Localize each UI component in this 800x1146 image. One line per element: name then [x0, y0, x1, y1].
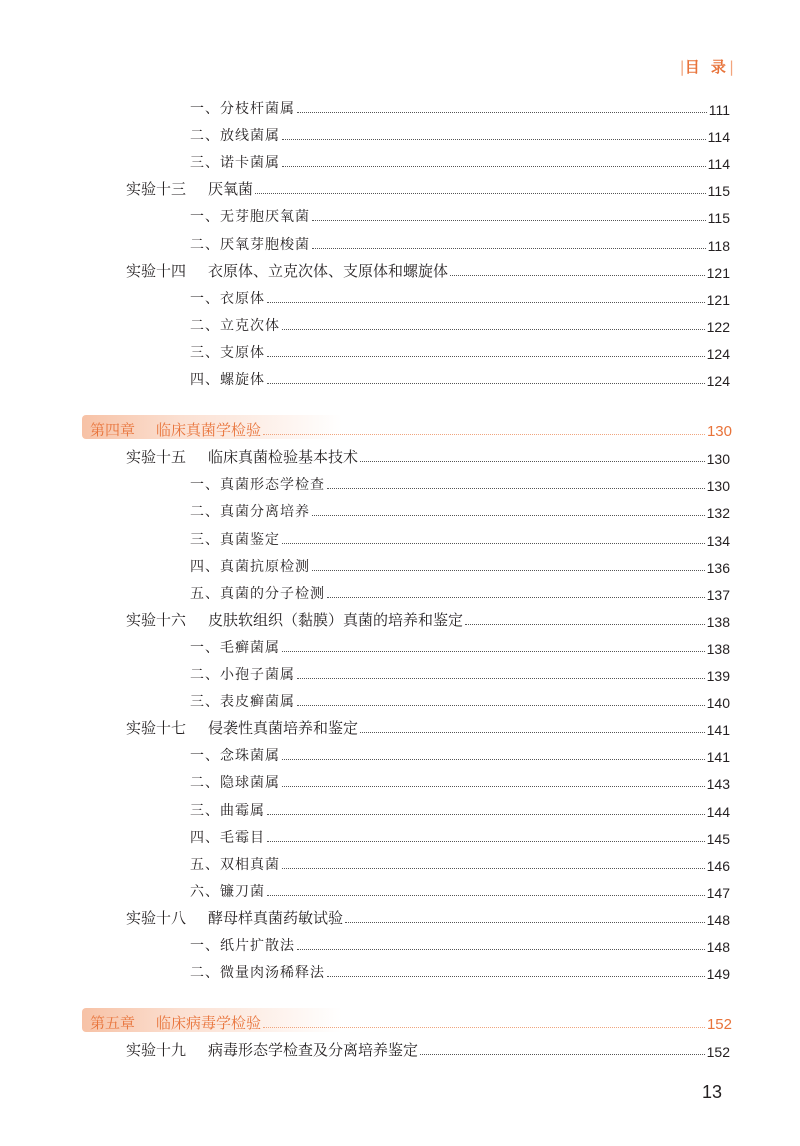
dot-leader: [282, 758, 705, 760]
entry-number: 二、: [190, 504, 220, 521]
toc-sub-entry[interactable]: [0, 956, 730, 982]
entry-number: 三、: [190, 344, 220, 361]
toc-experiment-entry[interactable]: [0, 255, 730, 281]
entry-title: 毛霉目: [220, 829, 265, 846]
toc-sub-entry[interactable]: [0, 929, 730, 955]
entry-title: 小孢子菌属: [220, 667, 295, 683]
entry-page-number: 132: [706, 505, 730, 522]
entry-number: 一、: [190, 639, 220, 656]
entry-title: 酵母样真菌药敏试验: [208, 908, 344, 927]
toc-sub-entry[interactable]: [0, 523, 730, 549]
toc-sub-entry[interactable]: [0, 200, 730, 226]
dot-leader: [267, 840, 705, 842]
entry-title: 真菌分离培养: [220, 504, 310, 521]
entry-title: 念珠菌属: [220, 748, 280, 765]
entry-title: 曲霉属: [220, 802, 265, 819]
entry-number: 四、: [190, 558, 220, 575]
entry-number: 四、: [190, 829, 220, 846]
entry-page-number: 138: [706, 613, 730, 630]
entry-number: 实验十五: [126, 448, 187, 467]
header-title: 目 录: [684, 58, 729, 76]
dot-leader: [282, 138, 706, 140]
dot-leader: [450, 274, 705, 276]
entry-title: 真菌鉴定: [220, 531, 280, 548]
toc-sub-entry[interactable]: [0, 119, 730, 145]
dot-leader: [267, 301, 705, 303]
dot-leader: [282, 650, 705, 652]
entry-page-number: 149: [706, 966, 730, 983]
entry-title: 表皮癣菌属: [220, 694, 295, 711]
dot-leader: [312, 569, 705, 571]
entry-title: 真菌抗原检测: [220, 558, 310, 575]
toc-experiment-entry[interactable]: [0, 173, 730, 199]
entry-page-number: 146: [706, 857, 730, 874]
toc-sub-entry[interactable]: [0, 577, 730, 603]
dot-leader: [255, 192, 706, 194]
dot-leader: [297, 677, 705, 679]
entry-page-number: 141: [706, 749, 730, 766]
entry-number: 二、: [190, 775, 220, 792]
entry-page-number: 140: [706, 695, 730, 712]
entry-page-number: 121: [706, 291, 730, 308]
entry-page-number: 137: [706, 586, 730, 603]
entry-page-number: 141: [706, 722, 730, 739]
entry-number: 四、: [190, 372, 220, 388]
toc-sub-entry[interactable]: [0, 821, 730, 847]
toc-sub-entry[interactable]: [0, 146, 730, 172]
dot-leader: [282, 785, 705, 787]
toc-sub-entry[interactable]: [0, 848, 730, 874]
toc-sub-entry[interactable]: [0, 228, 730, 254]
entry-number: 实验十六: [126, 610, 187, 629]
entry-title: 隐球菌属: [220, 775, 280, 792]
dot-leader: [282, 542, 705, 544]
dot-leader: [297, 948, 705, 950]
toc-sub-entry[interactable]: [0, 92, 730, 118]
entry-title: 螺旋体: [220, 372, 265, 388]
toc-sub-entry[interactable]: [0, 468, 730, 494]
entry-title: 厌氧菌: [208, 180, 254, 199]
entry-title: 纸片扩散法: [220, 938, 295, 954]
entry-page-number: 152: [706, 1044, 730, 1061]
entry-title: 镰刀菌: [220, 883, 265, 900]
entry-page-number: 152: [706, 1016, 732, 1034]
dot-leader: [345, 921, 705, 923]
entry-number: 一、: [190, 477, 220, 494]
toc-sub-entry[interactable]: [0, 766, 730, 792]
entry-number: 五、: [190, 856, 220, 873]
entry-page-number: 130: [706, 451, 730, 468]
entry-page-number: 124: [706, 345, 730, 362]
dot-leader: [360, 731, 705, 733]
dot-leader: [420, 1053, 705, 1055]
entry-page-number: 145: [706, 830, 730, 847]
page-number: 13: [701, 1082, 722, 1102]
dot-leader: [312, 247, 706, 249]
entry-title: 毛癣菌属: [220, 639, 280, 656]
dot-leader: [327, 975, 705, 977]
entry-number: 一、: [190, 209, 220, 226]
entry-page-number: 134: [706, 532, 730, 549]
entry-number: 六、: [190, 883, 220, 900]
toc-chapter-entry[interactable]: [0, 414, 732, 440]
entry-number: 二、: [190, 236, 220, 253]
toc-sub-entry[interactable]: [0, 658, 730, 684]
entry-page-number: 148: [706, 911, 730, 928]
entry-title: 临床病毒学检验: [156, 1014, 262, 1033]
entry-number: 二、: [190, 667, 220, 683]
entry-page-number: 136: [706, 559, 730, 576]
entry-number: 三、: [190, 694, 220, 711]
entry-page-number: 139: [706, 668, 730, 684]
dot-leader: [312, 219, 706, 221]
entry-page-number: 148: [706, 939, 730, 955]
toc-experiment-entry[interactable]: [0, 441, 730, 467]
entry-number: 实验十四: [126, 261, 187, 280]
toc-sub-entry[interactable]: [0, 309, 730, 335]
entry-page-number: 114: [707, 129, 730, 146]
entry-number: 五、: [190, 585, 220, 602]
entry-number: 三、: [190, 531, 220, 548]
dot-leader: [267, 813, 705, 815]
toc-sub-entry[interactable]: [0, 282, 730, 308]
section-header: [680, 56, 734, 77]
entry-title: 分枝杆菌属: [220, 101, 295, 117]
entry-page-number: 130: [706, 478, 730, 495]
toc-experiment-entry[interactable]: [0, 1034, 730, 1060]
entry-number: 一、: [190, 938, 220, 954]
entry-number: 二、: [190, 965, 220, 982]
toc-experiment-entry[interactable]: [0, 604, 730, 630]
dot-leader: [282, 165, 706, 167]
entry-page-number: 147: [706, 884, 730, 901]
entry-page-number: 124: [706, 373, 730, 389]
entry-number: 实验十七: [126, 719, 187, 738]
dot-leader: [282, 867, 705, 869]
toc-sub-entry[interactable]: [0, 336, 730, 362]
dot-leader: [282, 328, 705, 330]
entry-number: 实验十八: [126, 908, 187, 927]
toc-chapter-entry[interactable]: [0, 1007, 732, 1033]
entry-title: 真菌的分子检测: [220, 585, 325, 602]
entry-title: 侵袭性真菌培养和鉴定: [208, 719, 359, 738]
dot-leader: [267, 382, 705, 384]
dot-leader: [263, 1026, 705, 1028]
entry-number: 第四章: [90, 421, 136, 440]
toc-sub-entry[interactable]: [0, 739, 730, 765]
dot-leader: [312, 514, 705, 516]
dot-leader: [297, 704, 705, 706]
entry-title: 双相真菌: [220, 856, 280, 873]
dot-leader: [360, 460, 705, 462]
entry-page-number: 144: [706, 803, 730, 820]
entry-number: 二、: [190, 128, 220, 145]
entry-title: 支原体: [220, 344, 265, 361]
toc-sub-entry[interactable]: [0, 794, 730, 820]
entry-title: 微量肉汤稀释法: [220, 965, 325, 982]
entry-page-number: 130: [706, 423, 732, 441]
entry-page-number: 138: [706, 640, 730, 657]
toc-sub-entry[interactable]: [0, 685, 730, 711]
dot-leader: [263, 433, 705, 435]
header-bar-right: |: [728, 58, 734, 76]
entry-page-number: 111: [708, 102, 730, 118]
toc-experiment-entry[interactable]: [0, 902, 730, 928]
entry-title: 病毒形态学检查及分离培养鉴定: [208, 1041, 419, 1060]
header-bar-left: |: [679, 58, 685, 76]
entry-page-number: 115: [707, 210, 730, 227]
entry-number: 第五章: [90, 1014, 136, 1033]
entry-page-number: 115: [707, 183, 730, 200]
entry-number: 三、: [190, 802, 220, 819]
entry-title: 厌氧芽胞梭菌: [220, 236, 310, 253]
toc-sub-entry[interactable]: [0, 631, 730, 657]
entry-title: 立克次体: [220, 317, 280, 334]
dot-leader: [297, 111, 707, 113]
toc-experiment-entry[interactable]: [0, 712, 730, 738]
entry-title: 诺卡菌属: [220, 155, 280, 172]
entry-title: 临床真菌学检验: [156, 421, 262, 440]
entry-number: 一、: [190, 101, 220, 117]
entry-page-number: 121: [706, 264, 730, 281]
toc-sub-entry[interactable]: [0, 495, 730, 521]
dot-leader: [327, 487, 705, 489]
entry-number: 一、: [190, 290, 220, 307]
dot-leader: [267, 355, 705, 357]
dot-leader: [267, 894, 705, 896]
entry-title: 临床真菌检验基本技术: [208, 448, 359, 467]
entry-number: 二、: [190, 317, 220, 334]
entry-number: 实验十三: [126, 180, 187, 199]
entry-title: 无芽胞厌氧菌: [220, 209, 310, 226]
toc-sub-entry[interactable]: [0, 875, 730, 901]
entry-number: 实验十九: [126, 1041, 187, 1060]
entry-title: 皮肤软组织（黏膜）真菌的培养和鉴定: [208, 610, 464, 629]
entry-title: 衣原体、立克次体、支原体和螺旋体: [208, 261, 449, 280]
entry-title: 放线菌属: [220, 128, 280, 145]
dot-leader: [327, 596, 705, 598]
entry-page-number: 122: [706, 318, 730, 335]
entry-number: 一、: [190, 748, 220, 765]
entry-title: 衣原体: [220, 290, 265, 307]
dot-leader: [465, 623, 705, 625]
entry-page-number: 118: [707, 237, 730, 254]
entry-number: 三、: [190, 155, 220, 172]
entry-title: 真菌形态学检查: [220, 477, 325, 494]
toc-sub-entry[interactable]: [0, 550, 730, 576]
entry-page-number: 143: [706, 776, 730, 793]
entry-page-number: 114: [707, 156, 730, 173]
toc-sub-entry[interactable]: [0, 363, 730, 389]
